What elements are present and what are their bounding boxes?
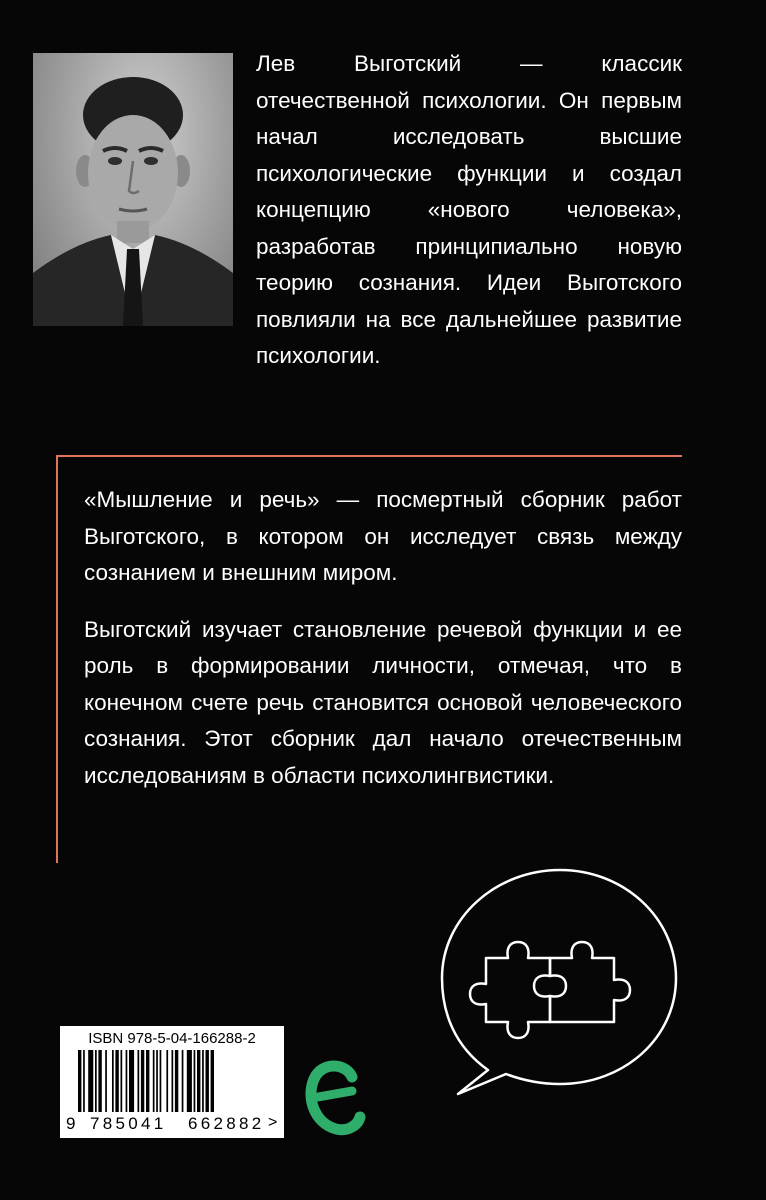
- isbn-label: ISBN 978-5-04-166288-2: [88, 1030, 256, 1047]
- barcode-box: [60, 1026, 284, 1138]
- description-paragraph-1: «Мышление и речь» — посмертный сборник работ Выготского, в котором он исследует связь между сознанием и внешним миром.: [84, 487, 682, 585]
- accent-line-top: [56, 455, 682, 457]
- book-description: [84, 482, 682, 814]
- author-portrait: [33, 53, 233, 326]
- barcode-bar: [138, 1050, 140, 1112]
- ean-right-group: 662882: [188, 1114, 265, 1133]
- accent-line-left: [56, 455, 58, 863]
- barcode-bar: [166, 1050, 168, 1112]
- barcode-bar: [141, 1050, 144, 1112]
- barcode-bar: [160, 1050, 162, 1112]
- barcode-bar: [197, 1050, 200, 1112]
- barcode-bar: [202, 1050, 204, 1112]
- barcode-bar: [78, 1050, 81, 1112]
- puzzle-speech-bubble-icon: [436, 862, 682, 1102]
- ean-end-mark: >: [268, 1114, 278, 1131]
- barcode-bar: [121, 1050, 123, 1112]
- barcode-bar: [105, 1050, 107, 1112]
- publisher-logo-icon: [302, 1053, 366, 1139]
- barcode-bar: [126, 1050, 128, 1112]
- ean-first-digit: 9: [66, 1114, 76, 1133]
- barcode-bars: [78, 1050, 268, 1114]
- barcode-bar: [206, 1050, 209, 1112]
- barcode-bar: [194, 1050, 196, 1112]
- barcode-bar: [146, 1050, 149, 1112]
- barcode-bar: [95, 1050, 97, 1112]
- barcode-bar: [98, 1050, 101, 1112]
- barcode-bar: [88, 1050, 93, 1112]
- ean-left-group: 785041: [90, 1114, 167, 1133]
- barcode-bar: [172, 1050, 174, 1112]
- barcode-bar: [187, 1050, 192, 1112]
- barcode-bar: [112, 1050, 114, 1112]
- barcode-bar: [83, 1050, 85, 1112]
- barcode-bar: [156, 1050, 158, 1112]
- description-paragraph-2: Выготский изучает становление речевой функции и ее роль в формировании личности, отмечая, что в конечном счете речь становится основой человеческого сознания. Этот сборник дал начало отечественным исследованиям в области психолингвистики.: [84, 616, 682, 788]
- barcode-bar: [175, 1050, 178, 1112]
- barcode-bar: [211, 1050, 214, 1112]
- barcode-bar: [153, 1050, 155, 1112]
- author-bio: Лев Выготский — классик отечественной психологии. Он первым начал исследовать высшие психологические функции и создал концепцию «нового человека», разработав принципиально новую теорию сознания. Идеи Выготского повлияли на все дальнейшее развитие психологии.: [256, 51, 682, 368]
- barcode-bar: [182, 1050, 184, 1112]
- barcode-bar: [115, 1050, 118, 1112]
- barcode-bar: [129, 1050, 134, 1112]
